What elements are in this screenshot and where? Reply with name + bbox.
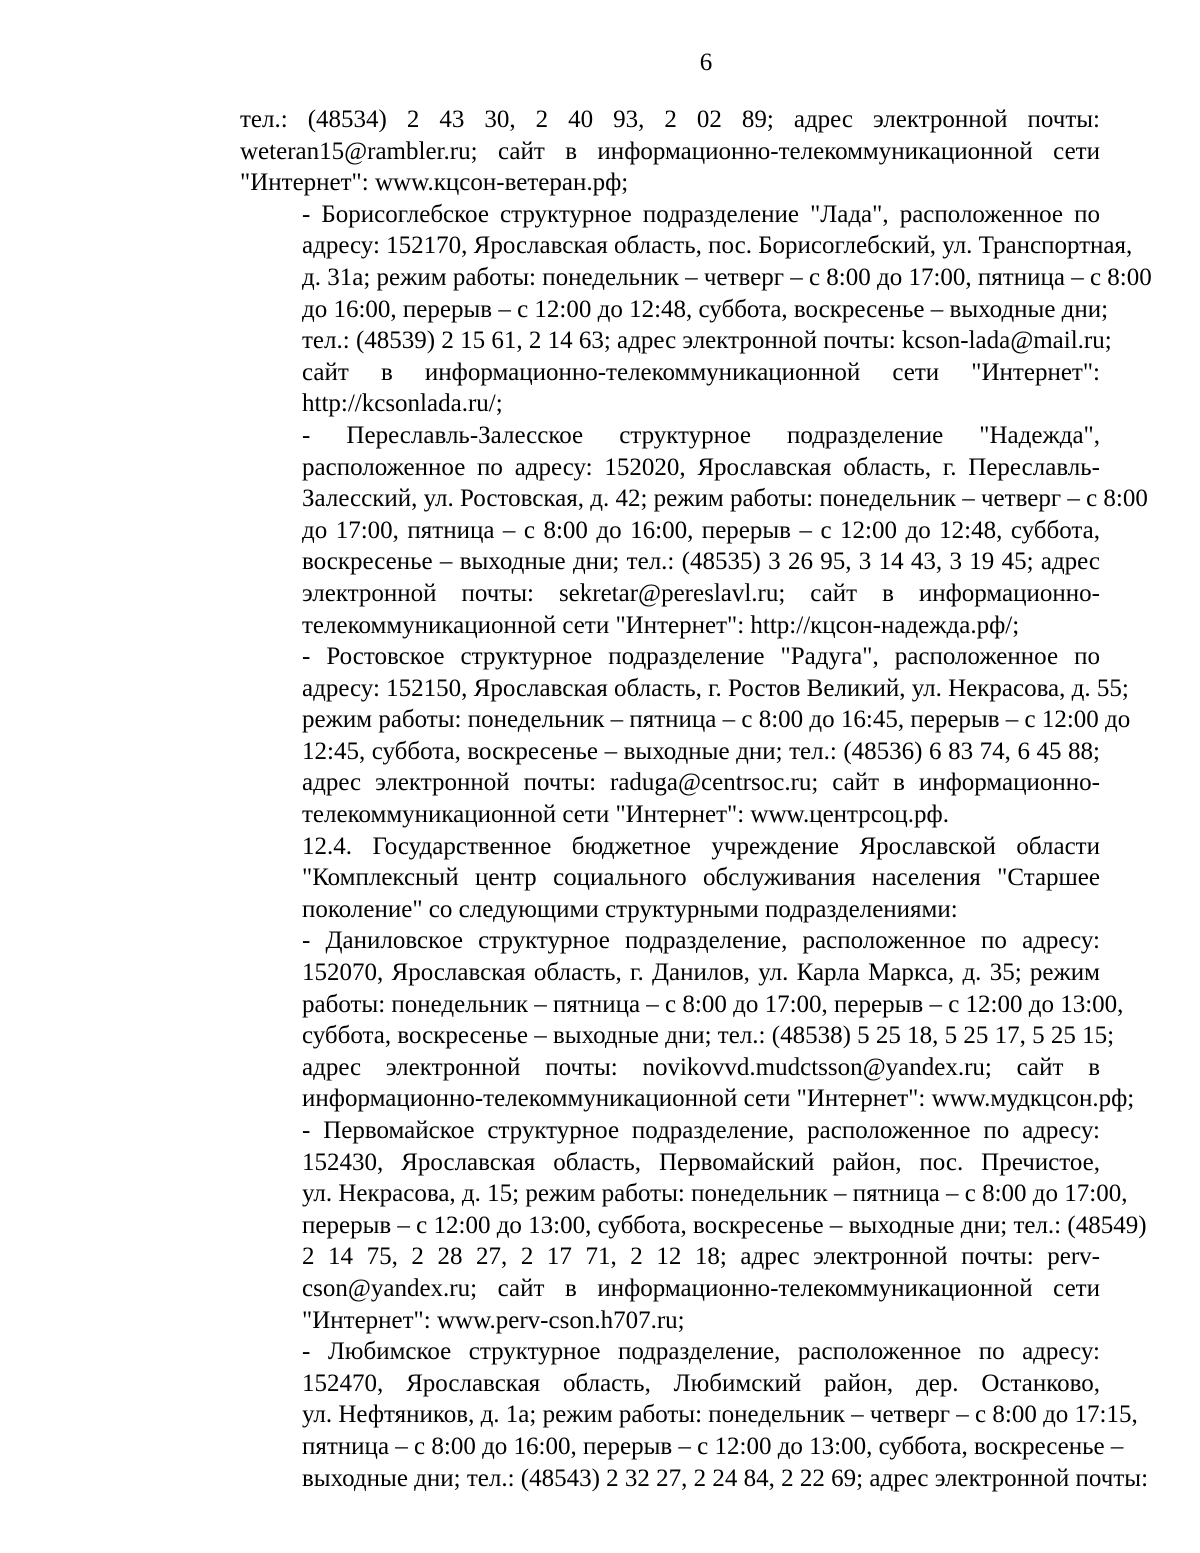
text-line: телекоммуникационной сети "Интернет": www.центрсоц.рф. <box>302 801 949 829</box>
text-line: телекоммуникационной сети "Интернет": http://кцсон-надежда.рф/; <box>302 611 1020 639</box>
text-line: - Любимское структурное подразделение, расположенное по адресу: <box>302 1338 1100 1366</box>
text-line: адресу: 152170, Ярославская область, пос. Борисоглебский, ул. Транспортная, <box>302 232 1133 260</box>
text-line: - Даниловское структурное подразделение, расположенное по адресу: <box>302 927 1100 955</box>
paragraph <box>240 420 1148 641</box>
text-line: ул. Некрасова, д. 15; режим работы: понедельник – пятница – с 8:00 до 17:00, <box>302 1180 1128 1208</box>
text-line: пятница – с 8:00 до 16:00, перерыв – с 12:00 до 13:00, суббота, воскресенье – <box>302 1432 1124 1460</box>
text-line: поколение" со следующими структурными подразделениями: <box>302 895 958 923</box>
paragraph <box>240 1336 1149 1494</box>
paragraph <box>240 199 1152 420</box>
text-line: режим работы: понедельник – пятница – с 8:00 до 16:45, перерыв – с 12:00 до <box>302 706 1131 734</box>
text-line: 152070, Ярославская область, г. Данилов, ул. Карла Маркса, д. 35; режим <box>302 959 1100 987</box>
text-line: 2 14 75, 2 28 27, 2 17 71, 2 12 18; адрес электронной почты: perv- <box>302 1243 1100 1271</box>
text-line: до 16:00, перерыв – с 12:00 до 12:48, суббота, воскресенье – выходные дни; <box>302 295 1109 323</box>
text-line: тел.: (48534) 2 43 30, 2 40 93, 2 02 89; адрес электронной почты: <box>240 106 1100 133</box>
text-line: д. 31а; режим работы: понедельник – четверг – с 8:00 до 17:00, пятница – с 8:00 <box>302 263 1152 291</box>
text-line: электронной почты: sekretar@pereslavl.ru; сайт в информационно- <box>302 579 1100 607</box>
text-line: http://kcsonlada.ru/; <box>302 390 503 418</box>
text-line: адрес электронной почты: raduga@centrsoc.ru; сайт в информационно- <box>302 769 1100 797</box>
page-number: 6 <box>699 49 713 76</box>
text-line: - Переславль-Залесское структурное подразделение "Надежда", <box>302 421 1100 449</box>
text-line: перерыв – с 12:00 до 13:00, суббота, воскресенье – выходные дни; тел.: (48549) <box>302 1211 1147 1239</box>
paragraph <box>240 104 1100 199</box>
text-line: - Первомайское структурное подразделение, расположенное по адресу: <box>302 1117 1100 1144</box>
text-line: выходные дни; тел.: (48543) 2 32 27, 2 24 84, 2 22 69; адрес электронной почты: <box>302 1464 1149 1492</box>
text-line: тел.: (48539) 2 15 61, 2 14 63; адрес электронной почты: kcson-lada@mail.ru; <box>302 327 1112 355</box>
text-line: суббота, воскресенье – выходные дни; тел.: (48538) 5 25 18, 5 25 17, 5 25 15; <box>302 1022 1115 1050</box>
text-line: "Интернет": www.кцсон-ветеран.рф; <box>240 169 629 197</box>
text-line: - Борисоглебское структурное подразделение "Лада", расположенное по <box>302 200 1100 228</box>
paragraph <box>240 831 1100 926</box>
text-line: "Комплексный центр социального обслуживания населения "Старшее <box>302 864 1100 892</box>
text-line: информационно-телекоммуникационной сети "Интернет": www.мудкцсон.рф; <box>302 1085 1135 1113</box>
text-line: weteran15@rambler.ru; сайт в информационно-телекоммуникационной сети <box>240 137 1100 165</box>
text-line: расположенное по адресу: 152020, Ярославская область, г. Переславль- <box>302 453 1100 481</box>
text-line: адресу: 152150, Ярославская область, г. Ростов Великий, ул. Некрасова, д. 55; <box>302 674 1129 702</box>
paragraph <box>240 641 1131 831</box>
text-line: cson@yandex.ru; сайт в информационно-телекоммуникационной сети <box>302 1274 1100 1302</box>
text-line: воскресенье – выходные дни; тел.: (48535) 3 26 95, 3 14 43, 3 19 45; адрес <box>302 548 1100 576</box>
text-line: 12:45, суббота, воскресенье – выходные дни; тел.: (48536) 6 83 74, 6 45 88; <box>302 737 1100 765</box>
text-line: работы: понедельник – пятница – с 8:00 до 17:00, перерыв – с 12:00 до 13:00, <box>302 990 1124 1018</box>
text-line: - Ростовское структурное подразделение "Радуга", расположенное по <box>302 643 1100 671</box>
text-line: до 17:00, пятница – с 8:00 до 16:00, перерыв – с 12:00 до 12:48, суббота, <box>302 516 1100 544</box>
paragraph <box>240 925 1135 1115</box>
document-body <box>240 104 1152 1494</box>
text-line: адрес электронной почты: novikovvd.mudctsson@yandex.ru; сайт в <box>302 1053 1100 1081</box>
text-line: сайт в информационно-телекоммуникационной сети "Интернет": <box>302 358 1100 386</box>
text-line: "Интернет": www.perv-cson.h707.ru; <box>302 1306 685 1334</box>
paragraph <box>240 1115 1147 1336</box>
text-line: 152430, Ярославская область, Первомайский район, пос. Пречистое, <box>302 1148 1100 1176</box>
text-line: Залесский, ул. Ростовская, д. 42; режим работы: понедельник – четверг – с 8:00 <box>302 485 1148 513</box>
text-line: ул. Нефтяников, д. 1а; режим работы: понедельник – четверг – с 8:00 до 17:15, <box>302 1401 1138 1429</box>
text-line: 152470, Ярославская область, Любимский район, дер. Останково, <box>302 1369 1100 1397</box>
text-line: 12.4. Государственное бюджетное учреждение Ярославской области <box>302 832 1100 860</box>
